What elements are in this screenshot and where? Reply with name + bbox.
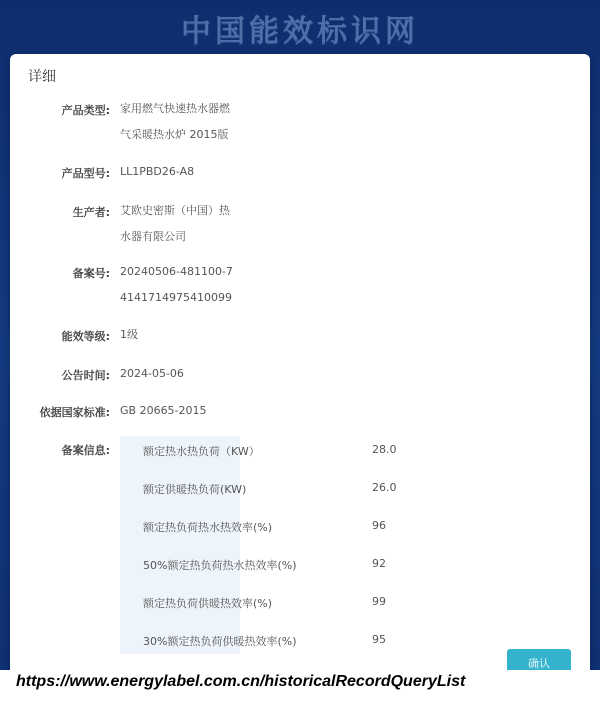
announce-date-label: 公告时间:	[61, 369, 110, 382]
info-value: 99	[372, 595, 386, 608]
record-info-label: 备案信息:	[61, 444, 110, 457]
producer-value-line2: 水器有限公司	[120, 230, 186, 243]
info-name: 50%额定热负荷热水热效率(%)	[143, 559, 297, 572]
producer-label: 生产者:	[72, 206, 110, 219]
grade-label: 能效等级:	[61, 330, 110, 343]
model-value: LL1PBD26-A8	[120, 165, 195, 178]
model-label: 产品型号:	[61, 167, 110, 180]
info-name: 30%额定热负荷供暖热效率(%)	[143, 635, 297, 648]
info-value: 92	[372, 557, 386, 570]
info-value: 26.0	[372, 481, 397, 494]
modal-title: 详细	[28, 69, 56, 85]
product-type-value-line1: 家用燃气快速热水器燃	[120, 102, 230, 115]
info-name: 额定热负荷供暖热效率(%)	[143, 597, 273, 610]
standard-value: GB 20665-2015	[120, 404, 207, 417]
info-value: 95	[372, 633, 386, 646]
record-no-value-line2: 4141714975410099	[120, 291, 232, 304]
info-value: 28.0	[372, 443, 397, 456]
product-type-value-line2: 气采暖热水炉 2015版	[120, 128, 229, 141]
source-url: https://www.energylabel.com.cn/historicalRecordQueryList	[16, 673, 466, 690]
standard-label: 依据国家标准:	[39, 406, 110, 419]
info-name: 额定供暖热负荷(KW)	[143, 483, 247, 496]
confirm-button[interactable]: 确认	[507, 649, 571, 677]
detail-modal	[10, 54, 590, 684]
grade-value: 1级	[120, 328, 138, 341]
site-title: 中国能效标识网	[181, 14, 419, 49]
info-value: 96	[372, 519, 386, 532]
info-name: 额定热水热负荷（KW）	[143, 445, 260, 458]
record-no-value-line1: 20240506-481100-7	[120, 265, 233, 278]
record-info-panel	[120, 436, 240, 654]
announce-date-value: 2024-05-06	[120, 367, 184, 380]
producer-value-line1: 艾欧史密斯（中国）热	[120, 204, 230, 217]
product-type-label: 产品类型:	[61, 104, 110, 117]
record-no-label: 备案号:	[72, 267, 110, 280]
info-name: 额定热负荷热水热效率(%)	[143, 521, 273, 534]
